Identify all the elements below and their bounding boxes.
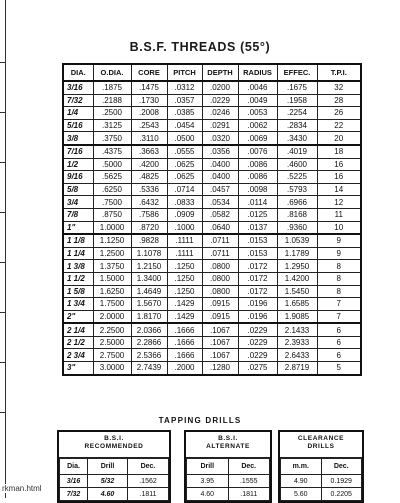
table-cell: .0909 — [167, 208, 202, 221]
table-cell: .0049 — [238, 94, 277, 107]
table-cell: .2254 — [277, 107, 317, 120]
table-cell: .0400 — [202, 158, 238, 171]
table-cell: 2.3933 — [277, 336, 317, 349]
table-cell: .0385 — [167, 107, 202, 120]
table-cell: .2543 — [131, 119, 167, 132]
table-cell: .1067 — [202, 323, 238, 336]
diameter-cell: 5/16 — [63, 119, 93, 132]
table-cell: 1.7500 — [93, 298, 131, 311]
table-cell: 28 — [317, 94, 361, 107]
table-cell: .0357 — [167, 94, 202, 107]
table-cell: 11 — [317, 208, 361, 221]
table-cell: 4.60 — [187, 488, 229, 501]
table-cell: 9 — [317, 247, 361, 260]
table-cell: 22 — [317, 119, 361, 132]
table-cell: 16 — [317, 158, 361, 171]
diameter-cell: 1 1/2 — [63, 272, 93, 285]
table-cell: .0500 — [167, 132, 202, 145]
table-cell: .0125 — [238, 208, 277, 221]
table-cell: .0582 — [202, 208, 238, 221]
bsi-alternate-box — [184, 430, 272, 503]
table-cell: .0312 — [167, 81, 202, 94]
column-header: DEPTH — [202, 64, 238, 81]
table-cell: .0229 — [238, 349, 277, 362]
column-header: PITCH — [167, 64, 202, 81]
table-cell: .1250 — [167, 272, 202, 285]
column-header: RADIUS — [238, 64, 277, 81]
table-header-row — [63, 64, 361, 81]
table-cell: 18 — [317, 145, 361, 158]
table-cell: 9 — [317, 234, 361, 247]
table-cell: 1.3750 — [93, 260, 131, 273]
table-row — [63, 132, 361, 145]
table-cell: .1958 — [277, 94, 317, 107]
table-cell: .0086 — [238, 171, 277, 184]
table-cell: .2000 — [167, 362, 202, 375]
table-cell: 1.8170 — [131, 310, 167, 323]
table-cell: .0200 — [202, 81, 238, 94]
table-cell: 1.1250 — [93, 234, 131, 247]
table-cell: .0555 — [167, 145, 202, 158]
table-cell: .0534 — [202, 196, 238, 209]
table-cell: .6250 — [93, 183, 131, 196]
table-cell: .8720 — [131, 221, 167, 234]
bsi-recommended-table — [59, 458, 169, 501]
diameter-cell: 9/16 — [63, 171, 93, 184]
table-cell: 26 — [317, 107, 361, 120]
table-cell: .3663 — [131, 145, 167, 158]
table-cell: .0153 — [238, 247, 277, 260]
table-cell: .0053 — [238, 107, 277, 120]
table-cell: 5/32 — [88, 475, 128, 488]
table-cell: .1666 — [167, 323, 202, 336]
table-cell: 8 — [317, 272, 361, 285]
table-cell: .1111 — [167, 247, 202, 260]
table-cell: 1.4200 — [277, 272, 317, 285]
table-cell: .1111 — [167, 234, 202, 247]
table-cell: 7 — [317, 298, 361, 311]
table-cell: .0800 — [202, 285, 238, 298]
table-cell: .0833 — [167, 196, 202, 209]
table-cell: .0714 — [167, 183, 202, 196]
table-cell: .0915 — [202, 298, 238, 311]
table-row — [63, 298, 361, 311]
table-body — [63, 81, 361, 375]
table-cell: 2.2866 — [131, 336, 167, 349]
table-cell: 1.6585 — [277, 298, 317, 311]
table-cell: .0069 — [238, 132, 277, 145]
table-cell: .1250 — [167, 285, 202, 298]
diameter-cell: 3/16 — [63, 81, 93, 94]
table-cell: .1280 — [202, 362, 238, 375]
table-cell: .3125 — [93, 119, 131, 132]
diameter-cell: 1/4 — [63, 107, 93, 120]
table-cell: 12 — [317, 196, 361, 209]
clearance-drills-table — [280, 458, 362, 501]
table-cell: 8 — [317, 260, 361, 273]
table-row — [63, 272, 361, 285]
table-row — [63, 183, 361, 196]
table-cell: 6 — [317, 323, 361, 336]
column-header: Drill — [187, 459, 229, 475]
table-cell: .0454 — [167, 119, 202, 132]
table-cell: .1811 — [228, 488, 270, 501]
table-cell: .0457 — [202, 183, 238, 196]
table-cell: .0400 — [202, 171, 238, 184]
table-row — [187, 488, 270, 501]
table-cell: .0291 — [202, 119, 238, 132]
table-cell: .0711 — [202, 247, 238, 260]
table-row — [63, 234, 361, 247]
table-row — [63, 310, 361, 323]
table-cell: .0172 — [238, 272, 277, 285]
table-cell: .1675 — [277, 81, 317, 94]
table-cell: .7500 — [93, 196, 131, 209]
table-row — [63, 171, 361, 184]
table-row — [63, 323, 361, 336]
table-row — [60, 475, 169, 488]
table-cell: .1067 — [202, 349, 238, 362]
table-row — [63, 107, 361, 120]
table-cell: .0196 — [238, 298, 277, 311]
file-name-label: rkman.html — [2, 484, 42, 493]
table-row — [63, 285, 361, 298]
diameter-cell: 1/2 — [63, 158, 93, 171]
table-cell: .0275 — [238, 362, 277, 375]
table-cell: .3110 — [131, 132, 167, 145]
table-cell: 16 — [317, 171, 361, 184]
table-row — [281, 488, 362, 501]
table-row — [63, 362, 361, 375]
table-cell: .1875 — [93, 81, 131, 94]
table-cell: .0711 — [202, 234, 238, 247]
table-cell: 3/16 — [60, 475, 88, 488]
diameter-cell: 7/32 — [63, 94, 93, 107]
table-cell: 1.2500 — [93, 247, 131, 260]
table-cell: 7 — [317, 310, 361, 323]
table-cell: 1.1078 — [131, 247, 167, 260]
diameter-cell: 2 3/4 — [63, 349, 93, 362]
table-cell: 2.8719 — [277, 362, 317, 375]
clearance-drills-box — [278, 430, 364, 503]
bsf-threads-table — [62, 63, 362, 376]
table-cell: .5000 — [93, 158, 131, 171]
table-row — [281, 475, 362, 488]
table-cell: .8750 — [93, 208, 131, 221]
table-cell: 1.4649 — [131, 285, 167, 298]
table-cell: .5793 — [277, 183, 317, 196]
table-cell: .0172 — [238, 260, 277, 273]
table-cell: .4375 — [93, 145, 131, 158]
page-title: B.S.F. THREADS (55°) — [129, 40, 271, 54]
table-cell: 1.3400 — [131, 272, 167, 285]
table-cell: .0098 — [238, 183, 277, 196]
table-cell: .3430 — [277, 132, 317, 145]
table-row — [63, 247, 361, 260]
diameter-cell: 1 5/8 — [63, 285, 93, 298]
table-cell: .2008 — [131, 107, 167, 120]
table-cell: .0137 — [238, 221, 277, 234]
table-cell: 3.95 — [187, 475, 229, 488]
table-cell: .0086 — [238, 158, 277, 171]
table-cell: 14 — [317, 183, 361, 196]
table-row — [63, 336, 361, 349]
table-cell: .1555 — [228, 475, 270, 488]
table-row — [63, 221, 361, 234]
table-row — [63, 94, 361, 107]
table-cell: .1067 — [202, 336, 238, 349]
table-cell: 2.0000 — [93, 310, 131, 323]
table-row — [63, 158, 361, 171]
table-cell: .0356 — [202, 145, 238, 158]
tapping-drills-title: TAPPING DRILLS — [158, 416, 242, 425]
table-cell: .1429 — [167, 298, 202, 311]
table-row — [63, 196, 361, 209]
table-cell: 32 — [317, 81, 361, 94]
clearance-drills-heading: CLEARANCE DRILLS — [280, 432, 362, 458]
table-cell: 10 — [317, 221, 361, 234]
table-cell: 8 — [317, 285, 361, 298]
table-cell: .1429 — [167, 310, 202, 323]
table-row — [63, 145, 361, 158]
table-row — [187, 475, 270, 488]
table-cell: .0172 — [238, 285, 277, 298]
column-header: m.m. — [281, 459, 322, 475]
diameter-cell: 1 3/4 — [63, 298, 93, 311]
table-cell: .4019 — [277, 145, 317, 158]
table-cell: .9360 — [277, 221, 317, 234]
table-cell: .0062 — [238, 119, 277, 132]
table-cell: 1.9085 — [277, 310, 317, 323]
table-cell: .4200 — [131, 158, 167, 171]
bsi-alternate-heading: B.S.I. ALTERNATE — [186, 432, 270, 458]
table-cell: 6 — [317, 349, 361, 362]
diameter-cell: 5/8 — [63, 183, 93, 196]
table-row — [63, 208, 361, 221]
table-cell: 0.1929 — [321, 475, 362, 488]
table-cell: .1562 — [128, 475, 169, 488]
table-cell: .0320 — [202, 132, 238, 145]
diameter-cell: 7/16 — [63, 145, 93, 158]
table-cell: 0.2205 — [321, 488, 362, 501]
table-cell: 3.0000 — [93, 362, 131, 375]
diameter-cell: 3" — [63, 362, 93, 375]
table-cell: 2.1433 — [277, 323, 317, 336]
column-header: Dia. — [60, 459, 88, 475]
table-cell: .5625 — [93, 171, 131, 184]
table-cell: .0229 — [238, 336, 277, 349]
table-row — [63, 81, 361, 94]
diameter-cell: 2 1/2 — [63, 336, 93, 349]
table-cell: 1.2950 — [277, 260, 317, 273]
table-cell: .4825 — [131, 171, 167, 184]
table-cell: 2.7439 — [131, 362, 167, 375]
table-cell: 5.60 — [281, 488, 322, 501]
table-cell: .1000 — [167, 221, 202, 234]
table-cell: 20 — [317, 132, 361, 145]
bsi-recommended-box — [57, 430, 171, 503]
table-cell: .0153 — [238, 234, 277, 247]
table-cell: .1666 — [167, 336, 202, 349]
table-cell: .1475 — [131, 81, 167, 94]
diameter-cell: 2" — [63, 310, 93, 323]
table-cell: 2.6433 — [277, 349, 317, 362]
table-cell: 1.5450 — [277, 285, 317, 298]
table-cell: .6432 — [131, 196, 167, 209]
table-cell: 6 — [317, 336, 361, 349]
table-cell: .0046 — [238, 81, 277, 94]
bsi-alternate-table — [186, 458, 270, 501]
table-cell: .4600 — [277, 158, 317, 171]
diameter-cell: 1 3/8 — [63, 260, 93, 273]
column-header: EFFEC. — [277, 64, 317, 81]
table-cell: .1730 — [131, 94, 167, 107]
table-cell: .3750 — [93, 132, 131, 145]
table-cell: .0246 — [202, 107, 238, 120]
table-cell: 2.0366 — [131, 323, 167, 336]
table-row — [63, 260, 361, 273]
table-cell: .6966 — [277, 196, 317, 209]
table-cell: .1811 — [128, 488, 169, 501]
table-cell: .0114 — [238, 196, 277, 209]
table-cell: .9828 — [131, 234, 167, 247]
table-cell: .0625 — [167, 158, 202, 171]
table-cell: .0229 — [238, 323, 277, 336]
column-header: DIA. — [63, 64, 93, 81]
column-header: Dec. — [228, 459, 270, 475]
table-cell: .0196 — [238, 310, 277, 323]
table-cell: 1.5000 — [93, 272, 131, 285]
table-cell: 2.5000 — [93, 336, 131, 349]
column-header: Dec. — [321, 459, 362, 475]
table-cell: 7/32 — [60, 488, 88, 501]
table-row — [63, 349, 361, 362]
table-cell: 2.5366 — [131, 349, 167, 362]
table-cell: .1250 — [167, 260, 202, 273]
table-cell: .5336 — [131, 183, 167, 196]
table-cell: 2.2500 — [93, 323, 131, 336]
table-cell: 1.5670 — [131, 298, 167, 311]
table-cell: .5225 — [277, 171, 317, 184]
table-cell: 1.1789 — [277, 247, 317, 260]
table-cell: 4.60 — [88, 488, 128, 501]
diameter-cell: 3/8 — [63, 132, 93, 145]
table-cell: 2.7500 — [93, 349, 131, 362]
column-header: CORE — [131, 64, 167, 81]
table-cell: 1.6250 — [93, 285, 131, 298]
table-cell: .2188 — [93, 94, 131, 107]
column-header: O.DIA. — [93, 64, 131, 81]
table-cell: 4.90 — [281, 475, 322, 488]
table-cell: .0625 — [167, 171, 202, 184]
diameter-cell: 1" — [63, 221, 93, 234]
table-cell: 5 — [317, 362, 361, 375]
table-cell: .8168 — [277, 208, 317, 221]
table-cell: .0229 — [202, 94, 238, 107]
table-cell: .0076 — [238, 145, 277, 158]
table-row — [63, 119, 361, 132]
table-cell: 1.2150 — [131, 260, 167, 273]
column-header: T.P.I. — [317, 64, 361, 81]
table-cell: .0915 — [202, 310, 238, 323]
table-cell: .2834 — [277, 119, 317, 132]
column-header: Dec. — [128, 459, 169, 475]
diameter-cell: 1 1/4 — [63, 247, 93, 260]
table-cell: .0640 — [202, 221, 238, 234]
table-cell: .0800 — [202, 260, 238, 273]
table-cell: .1666 — [167, 349, 202, 362]
diameter-cell: 3/4 — [63, 196, 93, 209]
table-cell: .0800 — [202, 272, 238, 285]
diameter-cell: 7/8 — [63, 208, 93, 221]
table-cell: .2500 — [93, 107, 131, 120]
diameter-cell: 2 1/4 — [63, 323, 93, 336]
table-row — [60, 488, 169, 501]
table-cell: 1.0539 — [277, 234, 317, 247]
table-cell: .7586 — [131, 208, 167, 221]
column-header: Drill — [88, 459, 128, 475]
diameter-cell: 1 1/8 — [63, 234, 93, 247]
table-cell: 1.0000 — [93, 221, 131, 234]
bsi-recommended-heading: B.S.I. RECOMMENDED — [59, 432, 169, 458]
